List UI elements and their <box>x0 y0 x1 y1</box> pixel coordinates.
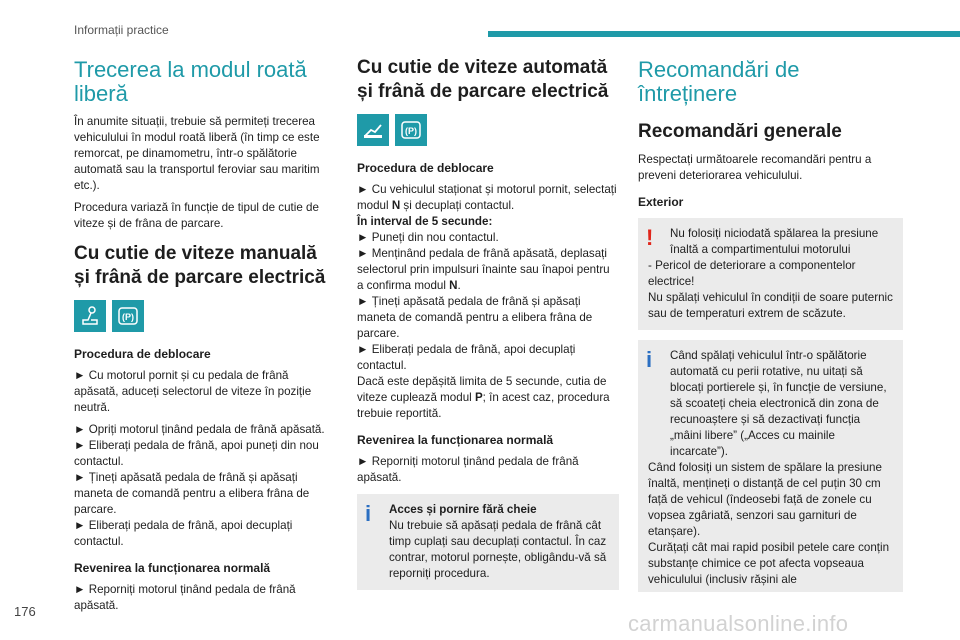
step-text: ► Cu vehiculul staționat și motorul pornit, selectați modul <box>357 183 617 212</box>
mode-n: N <box>391 199 401 212</box>
icon-row <box>74 300 336 332</box>
mode-p: P <box>474 391 483 404</box>
warning-text: Nu spălați vehiculul în condiții de soare puternic sau de temperaturi extrem de scăzute. <box>648 291 893 320</box>
info-note-washing <box>638 340 903 592</box>
parking-brake-icon <box>112 300 144 332</box>
info-note-keyless <box>357 494 619 590</box>
column-middle <box>357 54 619 600</box>
info-icon: i <box>646 347 653 372</box>
warning-text: - Pericol de deteriorare a componentelor electrice! <box>648 259 856 288</box>
step-item: ► Puneți din nou contactul. <box>357 231 499 244</box>
step-item: ► Eliberați pedala de frână, apoi puneți din nou contactul. <box>74 439 319 468</box>
step-item: ► Eliberați pedala de frână, apoi decuplați contactul. <box>357 343 576 372</box>
gear-selector-icon <box>357 114 389 146</box>
column-right <box>638 54 903 602</box>
page-number: 176 <box>14 604 36 619</box>
intro-paragraph-2: Procedura variază în funcție de tipul de cutie de viteze și de frâna de parcare. <box>74 201 319 230</box>
gear-lever-icon <box>74 300 106 332</box>
parking-brake-icon <box>395 114 427 146</box>
warning-note <box>638 218 903 330</box>
step-item: ► Eliberați pedala de frână, apoi decuplați contactul. <box>74 519 293 548</box>
exterior-title: Exterior <box>638 195 684 209</box>
warning-icon: ! <box>646 225 654 250</box>
step-item: ► Țineți apăsată pedala de frână și apăsați maneta de comandă pentru a elibera frâna de parcare. <box>74 471 310 516</box>
normal-operation-title: Revenirea la funcționarea normală <box>357 433 554 447</box>
step-item: ► Reporniți motorul ținând pedala de frână apăsată. <box>74 583 296 612</box>
section-title-freewheel: Trecerea la modul roată liberă <box>74 57 307 106</box>
normal-operation-title: Revenirea la funcționarea normală <box>74 561 271 575</box>
header-accent-bar <box>488 31 960 37</box>
step-text: Dacă este depășită limita de 5 secunde, cutia de viteze cuplează modul <box>357 375 607 404</box>
column-left <box>74 54 336 620</box>
step-text: ► Menținând pedala de frână apăsată, deplasați selectorul prin impulsuri înainte sau înapoi pentru a confirma modul <box>357 247 610 292</box>
unlock-procedure-title: Procedura de deblocare <box>357 161 494 175</box>
section-title-maintenance: Recomandări de întreținere <box>638 57 800 106</box>
timeout-paragraph <box>357 374 619 422</box>
automatic-gearbox-title: Cu cutie de viteze automată și frână de parcare electrică <box>357 57 609 102</box>
step-item: ► Cu motorul pornit și cu pedala de frână apăsată, aduceți selectorul de viteze în poziție neutră. <box>74 369 312 414</box>
footer-watermark: carmanualsonline.info <box>628 611 849 636</box>
info-text: Când spălați vehiculul într-o spălătorie automată cu perii rotative, nu uitați să blocați portierele și, în funcție de versiune, să scoateți cheia electronică din zona de recunoaștere și să dezactivați funcția „mâini libere” („Acces cu mainile incarcate”). <box>670 349 887 458</box>
unlock-procedure-title: Procedura de deblocare <box>74 347 211 361</box>
general-recommendations-title: Recomandări generale <box>638 121 842 142</box>
info-icon: i <box>365 501 372 526</box>
info-text: Când folosiți un sistem de spălare la presiune înaltă, mențineți o distanță de cel puțin 30 cm față de vehicul (îndeosebi față de zonele cu vopsea zgâriată, senzori sau garnituri de etanșare). <box>648 461 882 538</box>
header-section-label: Informații practice <box>74 23 169 37</box>
svg-text:(P): (P) <box>122 312 134 322</box>
step-item: ► Opriți motorul ținând pedala de frână apăsată. <box>74 423 325 436</box>
mode-n: N <box>449 279 458 292</box>
info-text: Curățați cât mai rapid posibil petele care conțin substanțe chimice ce pot afecta vopseaua vehiculului (inclusiv rășini ale <box>648 541 890 586</box>
manual-gearbox-title: Cu cutie de viteze manuală și frână de parcare electrică <box>74 243 326 288</box>
intro-paragraph: Respectați următoarele recomandări pentru a preveni deteriorarea vehiculului. <box>638 153 872 182</box>
step-item <box>357 182 619 214</box>
icon-row <box>357 114 619 146</box>
step-item <box>357 246 619 294</box>
intro-paragraph: În anumite situații, trebuie să permiteți trecerea vehiculului în modul roată liberă (în timp ce este remorcat, pe dinamometru, într-o spălătorie automată sau la transportul feroviar sau maritim etc.). <box>74 115 320 192</box>
note-title: Acces și pornire fără cheie <box>389 503 537 516</box>
svg-text:(P): (P) <box>405 126 417 136</box>
step-item: ► Reporniți motorul ținând pedala de frână apăsată. <box>357 455 579 484</box>
step-item: ► Țineți apăsată pedala de frână și apăsați maneta de comandă pentru a elibera frâna de parcare. <box>357 295 593 340</box>
note-text: Nu trebuie să apăsați pedala de frână cât timp cuplați sau decuplați contactul. În caz contrar, motorul pornește, obligându-vă să reporniți procedura. <box>389 519 607 580</box>
step-text: . <box>457 279 461 292</box>
step-text: ; în acest caz, procedura trebuie reportită. <box>357 391 610 420</box>
interval-label: În interval de 5 secunde: <box>357 215 493 228</box>
step-text: și decuplați contactul. <box>400 199 515 212</box>
warning-text: Nu folosiți niciodată spălarea la presiune înaltă a compartimentului motorului <box>670 227 879 256</box>
